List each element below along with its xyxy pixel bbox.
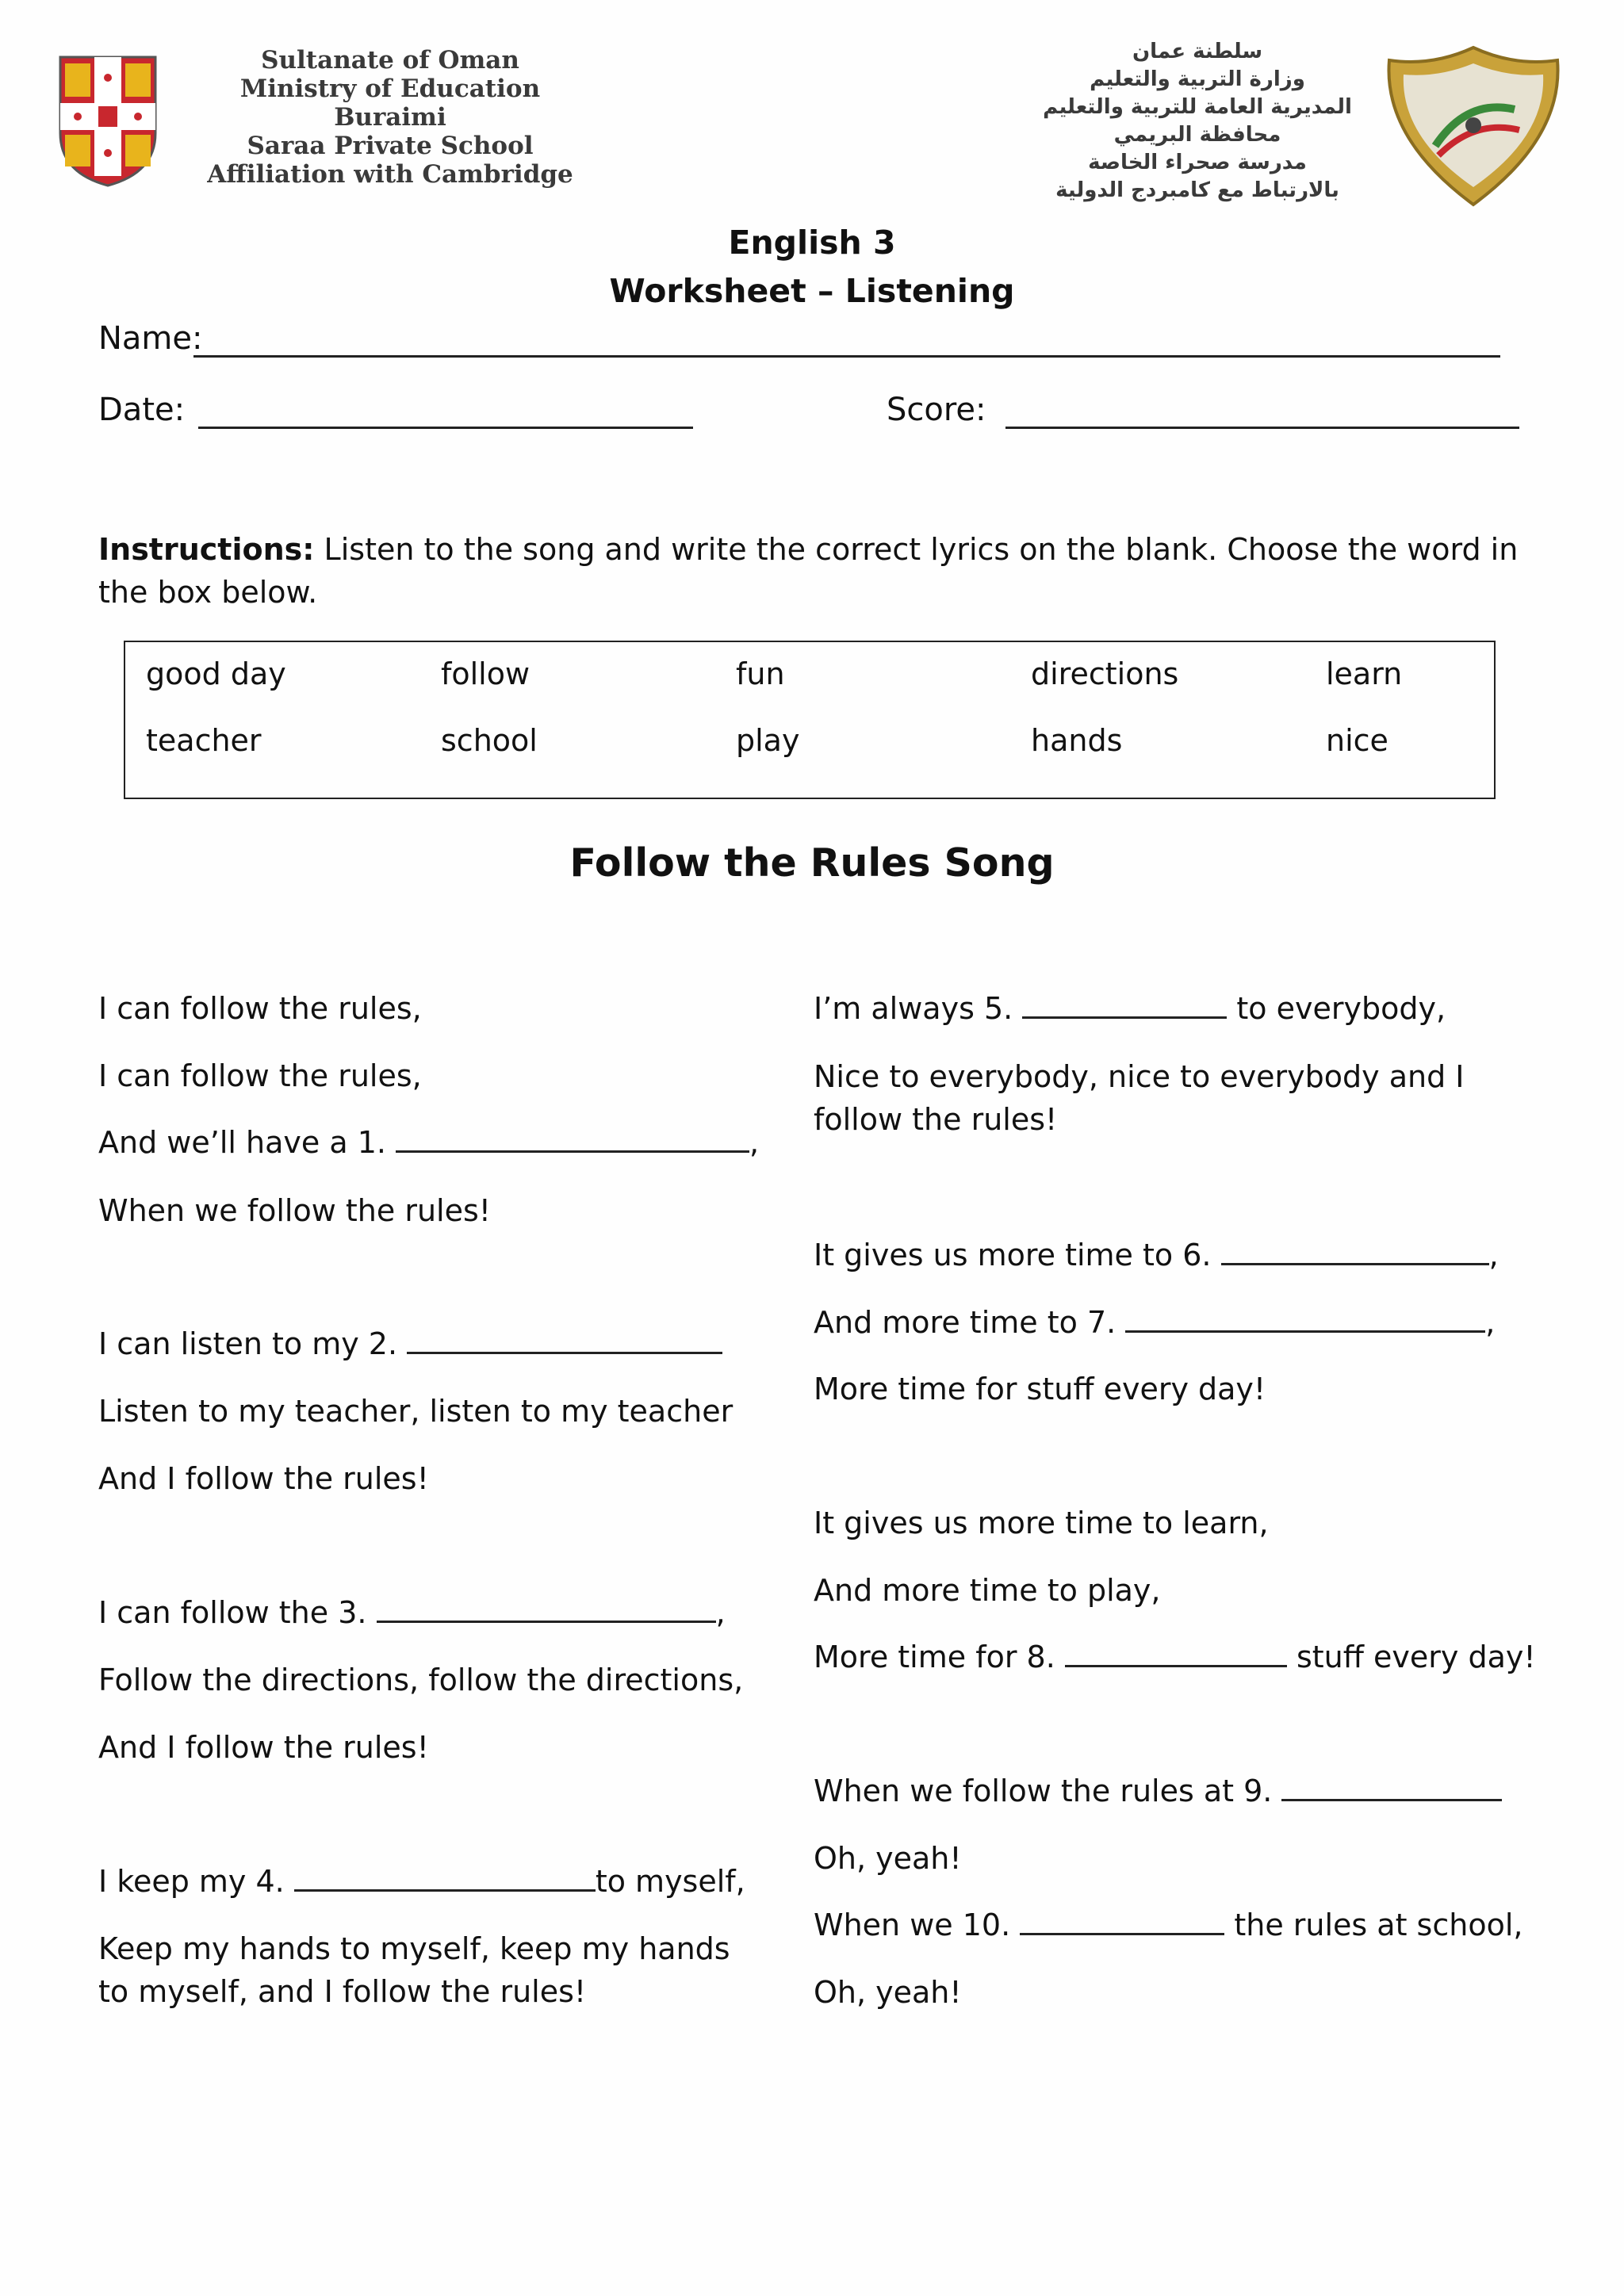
header-left [57,46,573,205]
lyric-line: Oh, yeah! [814,1975,962,2010]
date-field[interactable] [198,427,693,429]
song-title: Follow the Rules Song [569,840,1055,886]
lyric-text: , [1485,1305,1496,1340]
name-field[interactable] [193,355,1500,358]
score-field[interactable] [1005,427,1519,429]
lyric-text: It gives us more time to 6. [814,1238,1221,1272]
blank-7[interactable] [1125,1306,1485,1333]
header-english-text [200,46,580,189]
lyric-text: I can listen to my 2. [98,1326,408,1361]
lyric-line: Nice to everybody, nice to everybody and I follow the rules! [814,1059,1465,1137]
header-line: محافظة البريمي [1113,123,1281,147]
lyric-text: I’m always 5. [814,991,1023,1026]
lyric-text: the rules at school, [1224,1908,1523,1942]
blank-1[interactable] [396,1126,749,1153]
blank-3[interactable] [377,1596,716,1623]
lyric-line [814,1770,1502,1812]
header-line: Buraimi [334,103,446,132]
page-title: English 3 [728,224,896,262]
header-line: وزارة التربية والتعليم [1090,67,1305,91]
header-line: Saraa Private School [247,132,534,160]
lyric-text: , [1488,1238,1499,1272]
name-label: Name: [98,320,203,357]
word-bank-item: learn [1326,656,1403,691]
lyric-line: When we follow the rules! [98,1193,492,1228]
lyric-line [814,1636,1536,1678]
header-right [1023,38,1578,212]
score-label: Score: [887,392,986,428]
instructions-label: Instructions: [98,532,315,567]
header-line: Affiliation with Cambridge [207,160,573,189]
blank-5[interactable] [1022,992,1227,1019]
blank-10[interactable] [1020,1908,1224,1935]
header-arabic-text [1023,38,1372,205]
lyric-line [814,987,1446,1030]
lyric-text: And more time to 7. [814,1305,1126,1340]
word-bank-item: play [736,723,800,758]
lyric-line: Listen to my teacher, listen to my teacher [98,1394,733,1429]
lyric-line: More time for stuff every day! [814,1372,1266,1406]
header-line: المديرية العامة للتربية والتعليم [1043,95,1352,119]
word-bank-item: fun [736,656,785,691]
lyric-line: Keep my hands to myself, keep my hands to myself, and I follow the rules! [98,1931,730,2009]
lyric-line [814,1301,1495,1344]
lyric-line [814,1234,1499,1276]
school-badge-icon [1380,43,1567,209]
cambridge-crest-icon [57,54,159,189]
word-bank-item: hands [1031,723,1123,758]
word-bank-box [124,641,1496,799]
word-bank-item: nice [1326,723,1388,758]
lyric-text: , [715,1595,726,1630]
lyric-text: , [749,1125,760,1160]
lyric-line [98,1322,722,1365]
lyric-text: to myself, [595,1864,745,1899]
header-line: مدرسة صحراء الخاصة [1088,151,1307,174]
page-subtitle: Worksheet – Listening [609,272,1015,310]
lyric-line: And I follow the rules! [98,1461,429,1496]
blank-8[interactable] [1065,1640,1287,1667]
lyric-text: When we follow the rules at 9. [814,1774,1282,1808]
lyric-line: And more time to play, [814,1573,1161,1608]
header-line: Sultanate of Oman [261,46,519,75]
header-line: بالارتباط مع كامبردج الدولية [1055,178,1339,202]
lyric-line [814,1904,1522,1946]
lyric-line: It gives us more time to learn, [814,1506,1269,1540]
date-label: Date: [98,392,186,428]
lyric-text: stuff every day! [1286,1640,1536,1674]
lyric-line [98,1591,726,1634]
lyric-line: I can follow the rules, [98,1058,422,1093]
header-line: سلطنة عمان [1132,40,1263,63]
lyric-text: I keep my 4. [98,1864,294,1899]
lyric-line: Follow the directions, follow the directions, [98,1663,744,1697]
lyric-line: I can follow the rules, [98,991,422,1026]
lyric-text: More time for 8. [814,1640,1065,1674]
lyric-line: And I follow the rules! [98,1730,429,1765]
lyric-text: to everybody, [1227,991,1446,1026]
word-bank-item: follow [441,656,530,691]
blank-4[interactable] [294,1865,596,1892]
lyric-text: When we 10. [814,1908,1021,1942]
word-bank-item: school [441,723,538,758]
lyric-line [98,1860,745,1903]
word-bank-item: good day [146,656,286,691]
instructions-text: Listen to the song and write the correct lyrics on the blank. Choose the word in the box below. [98,532,1519,610]
word-bank-item: teacher [146,723,262,758]
header-line: Ministry of Education [239,75,541,103]
lyric-line: Oh, yeah! [814,1841,962,1876]
blank-9[interactable] [1281,1774,1502,1801]
lyric-line [98,1121,759,1164]
word-bank-item: directions [1031,656,1179,691]
lyric-text: I can follow the 3. [98,1595,377,1630]
instructions [98,528,1549,614]
blank-2[interactable] [407,1327,722,1354]
lyric-text: And we’ll have a 1. [98,1125,396,1160]
blank-6[interactable] [1221,1238,1489,1265]
